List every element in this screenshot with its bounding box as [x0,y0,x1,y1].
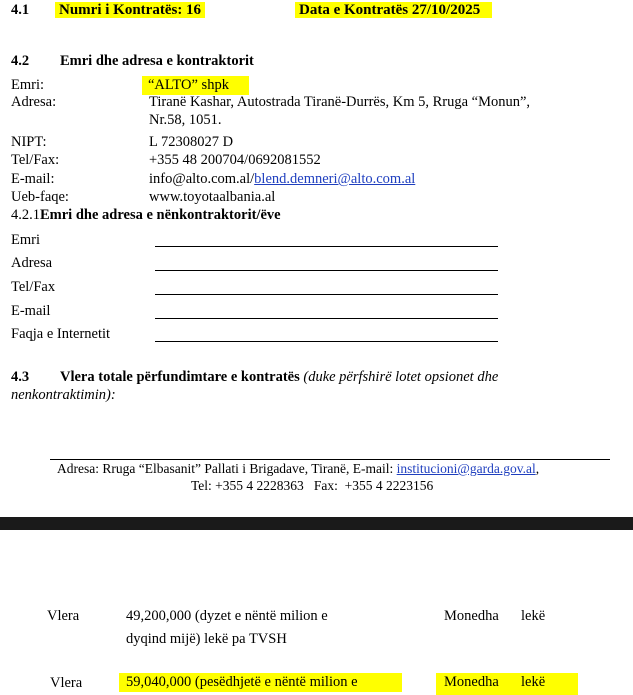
value-amount: dyqind mijë) lekë pa TVSH [126,631,287,647]
field-line [155,341,498,342]
field-label: Emri [11,232,40,248]
contract-number: Numri i Kontratës: 16 [55,2,205,18]
contractor-name: “ALTO” shpk [142,76,249,95]
section-number: 4.1 [11,2,30,18]
field-line [155,294,498,295]
value-amount: 59,040,000 (pesëdhjetë e nëntë milion e [119,673,402,692]
email-link[interactable]: blend.demneri@alto.com.al [254,171,416,187]
field-label: E-mail [11,303,51,319]
field-line [155,270,498,271]
currency-row [436,673,578,695]
section-note: nenkontraktimin): [11,387,116,403]
address-line: Tiranë Kashar, Autostrada Tiranë-Durrës, Km 5, Rruga “Monun”, [149,94,531,110]
value-amount: 49,200,000 (dyzet e nëntë milion e [126,608,328,624]
currency-label: Monedha [444,608,499,624]
footer-phones: Tel: +355 4 2228363 Fax: +355 4 2223156 [191,478,434,493]
web-label: Ueb-faqe: [11,189,69,205]
field-line [155,246,498,247]
tel-value: +355 48 200704/0692081552 [149,152,321,168]
section-heading [60,369,498,386]
section-title: Vlera totale përfundimtare e kontratës [60,369,300,385]
currency-label: Monedha [444,674,499,690]
name-label: Emri: [11,77,45,93]
tel-label: Tel/Fax: [11,152,60,168]
nipt-value: L 72308027 D [149,134,234,150]
subsection-number: 4.2.1 [11,207,40,223]
value-label: Vlera [50,675,83,691]
currency-value: lekë [521,674,546,690]
field-line [155,318,498,319]
nipt-label: NIPT: [11,134,47,150]
value-label: Vlera [47,608,80,624]
section-title: Emri dhe adresa e kontraktorit [60,53,254,69]
currency-value: lekë [521,608,546,624]
email-label: E-mail: [11,171,55,187]
section-note: (duke përfshirë lotet opsionet dhe [303,369,499,385]
email-values [149,171,415,188]
section-number: 4.3 [11,369,30,385]
field-label: Tel/Fax [11,279,56,295]
footer-address-suffix: , [535,461,540,476]
contract-date: Data e Kontratës 27/10/2025 [295,2,492,18]
email-link[interactable]: info@alto.com.al [149,171,251,187]
email-separator: / [250,171,255,187]
section-number: 4.2 [11,53,30,69]
footer-address [57,461,539,477]
footer-rule [50,459,610,460]
footer-address-text: Adresa: Rruga “Elbasanit” Pallati i Brigadave, Tiranë, E-mail: [57,461,397,476]
field-label: Faqja e Internetit [11,326,111,342]
subsection-title: Emri dhe adresa e nënkontraktorit/ëve [40,207,281,223]
web-value[interactable]: www.toyotaalbania.al [149,189,276,205]
footer-email-link[interactable]: institucioni@garda.gov.al [396,461,536,476]
subsection-heading [11,207,281,224]
page-separator [0,517,633,530]
field-label: Adresa [11,255,53,271]
address-line: Nr.58, 1051. [149,112,222,128]
address-label: Adresa: [11,94,57,110]
